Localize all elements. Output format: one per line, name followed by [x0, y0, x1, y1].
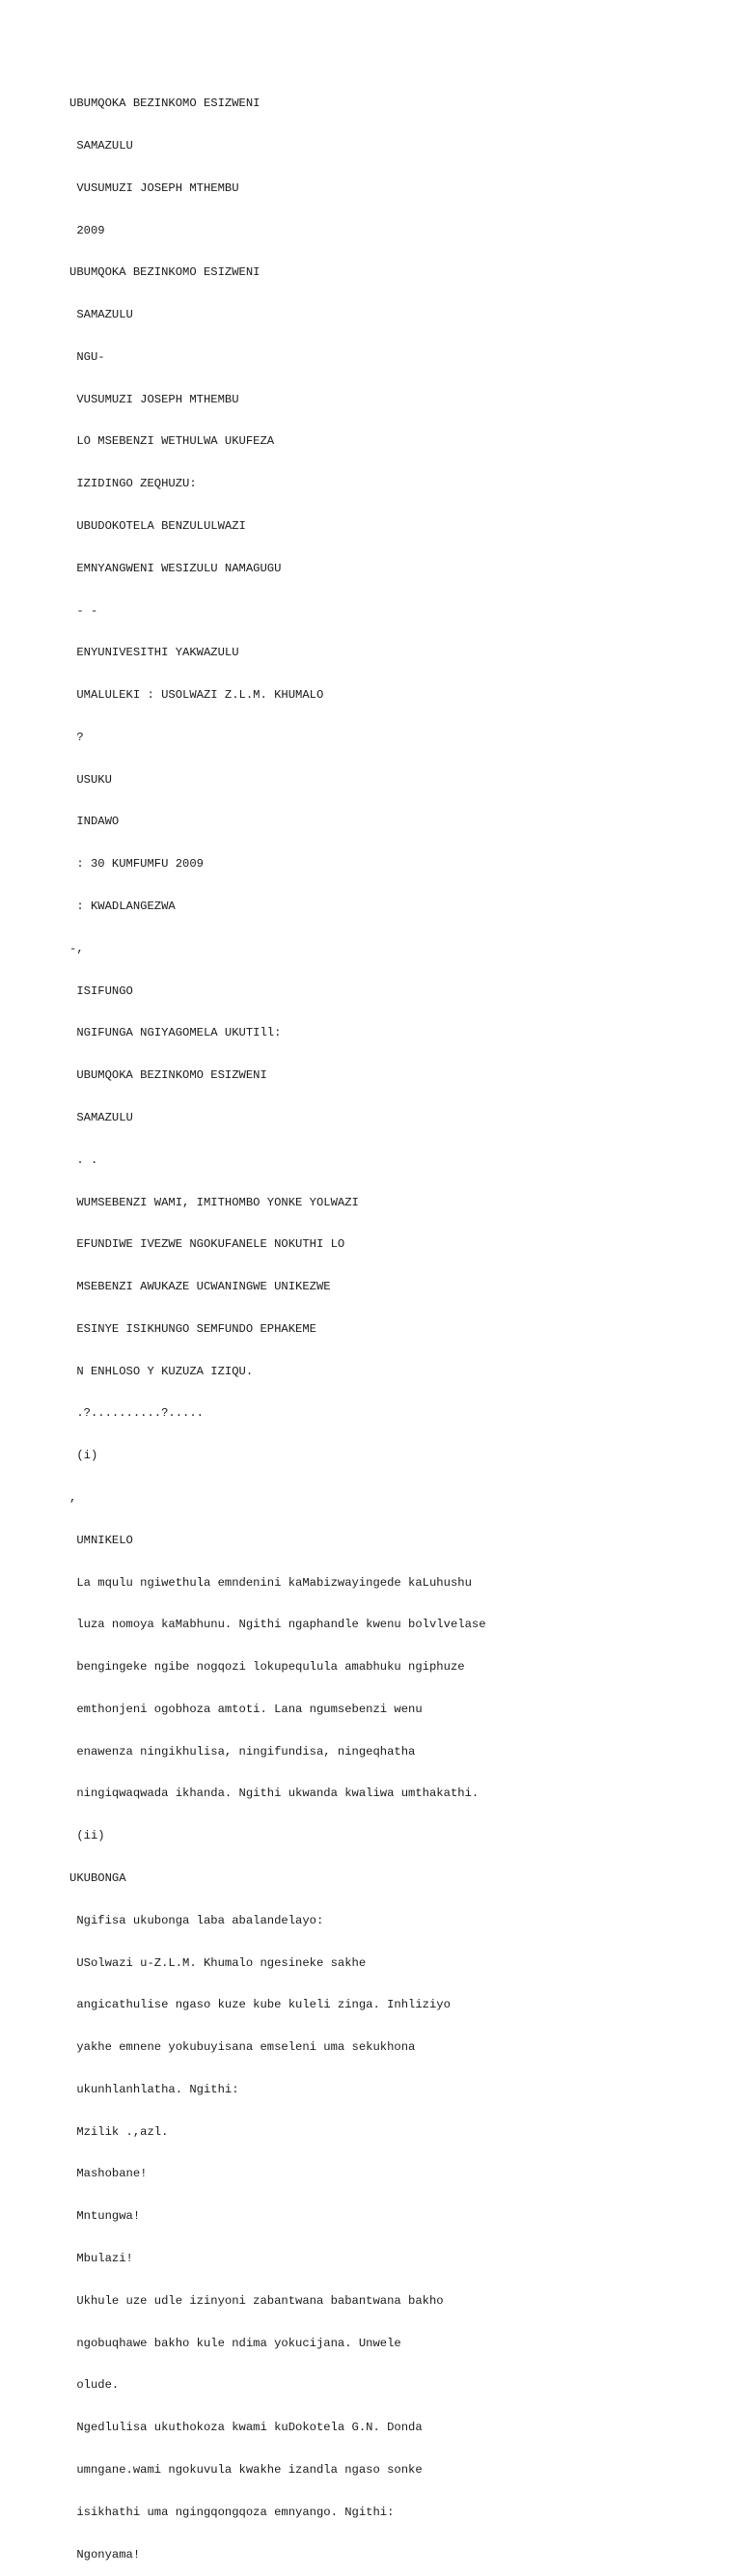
text-line: olude. [69, 2378, 120, 2393]
text-line: ukunhlanhlatha. Ngithi: [69, 2082, 239, 2096]
text-line: Ngifisa ukubonga laba abalandelayo: [69, 1913, 324, 1927]
text-line: IZIDINGO ZEQHUZU: [69, 477, 197, 491]
text-line: UBUMQOKA BEZINKOMO ESIZWENI [69, 1068, 267, 1083]
text-line: NGIFUNGA NGIYAGOMELA UKUTIll: [69, 1026, 282, 1040]
text-line: NGU- [69, 349, 105, 364]
text-line: (i) [69, 1449, 98, 1463]
text-line: ENYUNIVESITHI YAKWAZULU [69, 646, 239, 660]
text-line: luza nomoya kaMabhunu. Ngithi ngaphandle kwenu bolvlvelase [69, 1618, 486, 1632]
text-line: SAMAZULU [69, 138, 133, 152]
text-line: LO MSEBENZI WETHULWA UKUFEZA [69, 434, 275, 449]
text-line: VUSUMUZI JOSEPH MTHEMBU [69, 392, 239, 406]
text-line: UBUDOKOTELA BENZULULWAZI [69, 519, 246, 533]
text-line: 2009 [69, 223, 105, 237]
text-line: Mntungwa! [69, 2209, 141, 2224]
document-text [69, 69, 726, 2576]
text-line: -, [69, 941, 84, 956]
text-line: ? [69, 730, 84, 744]
text-line: UMALULEKI : USOLWAZI Z.L.M. KHUMALO [69, 688, 324, 703]
text-line: UBUMQOKA BEZINKOMO ESIZWENI [69, 97, 261, 111]
text-line: USolwazi u-Z.L.M. Khumalo ngesineke sakhe [69, 1955, 367, 1970]
text-line: ngobuqhawe bakho kule ndima yokucijana. Unwele [69, 2336, 401, 2350]
text-line: isikhathi uma ngingqongqoza emnyango. Ngithi: [69, 2505, 395, 2519]
text-line: : KWADLANGEZWA [69, 900, 176, 914]
text-line: EFUNDIWE IVEZWE NGOKUFANELE NOKUTHI LO [69, 1237, 345, 1252]
text-line: INDAWO [69, 815, 120, 829]
text-line: , [69, 1490, 77, 1505]
text-line: Ngonyama! [69, 2547, 141, 2562]
text-line: Mashobane! [69, 2167, 148, 2181]
text-line: Ukhule uze udle izinyoni zabantwana babantwana bakho [69, 2293, 444, 2308]
text-line: ningiqwaqwada ikhanda. Ngithi ukwanda kwaliwa umthakathi. [69, 1787, 480, 1801]
text-line: emthonjeni ogobhoza amtoti. Lana ngumsebenzi wenu [69, 1702, 423, 1716]
text-line: : 30 KUMFUMFU 2009 [69, 857, 204, 872]
text-line: yakhe emnene yokubuyisana emseleni uma sekukhona [69, 2040, 416, 2055]
text-line: angicathulise ngaso kuze kube kuleli zinga. Inhliziyo [69, 1998, 451, 2012]
text-line: MSEBENZI AWUKAZE UCWANINGWE UNIKEZWE [69, 1280, 331, 1294]
text-line: SAMAZULU [69, 308, 133, 322]
text-line: . . [69, 1152, 98, 1167]
text-line: La mqulu ngiwethula emndenini kaMabizwayingede kaLuhushu [69, 1575, 472, 1590]
text-line: Mzilik .,azl. [69, 2124, 169, 2139]
text-line: enawenza ningikhulisa, ningifundisa, ningeqhatha [69, 1744, 416, 1759]
text-line: N ENHLOSO Y KUZUZA IZIQU. [69, 1364, 254, 1378]
text-line: Mbulazi! [69, 2252, 133, 2266]
text-line: SAMAZULU [69, 1110, 133, 1124]
text-line: Ngedlulisa ukuthokoza kwami kuDokotela G.N. Donda [69, 2421, 423, 2435]
text-line: WUMSEBENZI WAMI, IMITHOMBO YONKE YOLWAZI [69, 1195, 359, 1209]
text-line: UKUBONGA [69, 1871, 126, 1885]
text-line: EMNYANGWENI WESIZULU NAMAGUGU [69, 561, 282, 575]
text-line: umngane.wami ngokuvula kwakhe izandla ngaso sonke [69, 2462, 423, 2477]
text-line: ISIFUNGO [69, 983, 133, 998]
text-line: bengingeke ngibe nogqozi lokupequlula amabhuku ngiphuze [69, 1660, 465, 1675]
text-line: UBUMQOKA BEZINKOMO ESIZWENI [69, 265, 261, 280]
text-line: UMNIKELO [69, 1533, 133, 1547]
text-line: - - [69, 603, 98, 618]
text-line: .?..........?..... [69, 1406, 204, 1421]
text-line: USUKU [69, 772, 112, 787]
text-line: ESINYE ISIKHUNGO SEMFUNDO EPHAKEME [69, 1321, 316, 1336]
text-line: (ii) [69, 1829, 105, 1843]
text-line: VUSUMUZI JOSEPH MTHEMBU [69, 180, 239, 195]
